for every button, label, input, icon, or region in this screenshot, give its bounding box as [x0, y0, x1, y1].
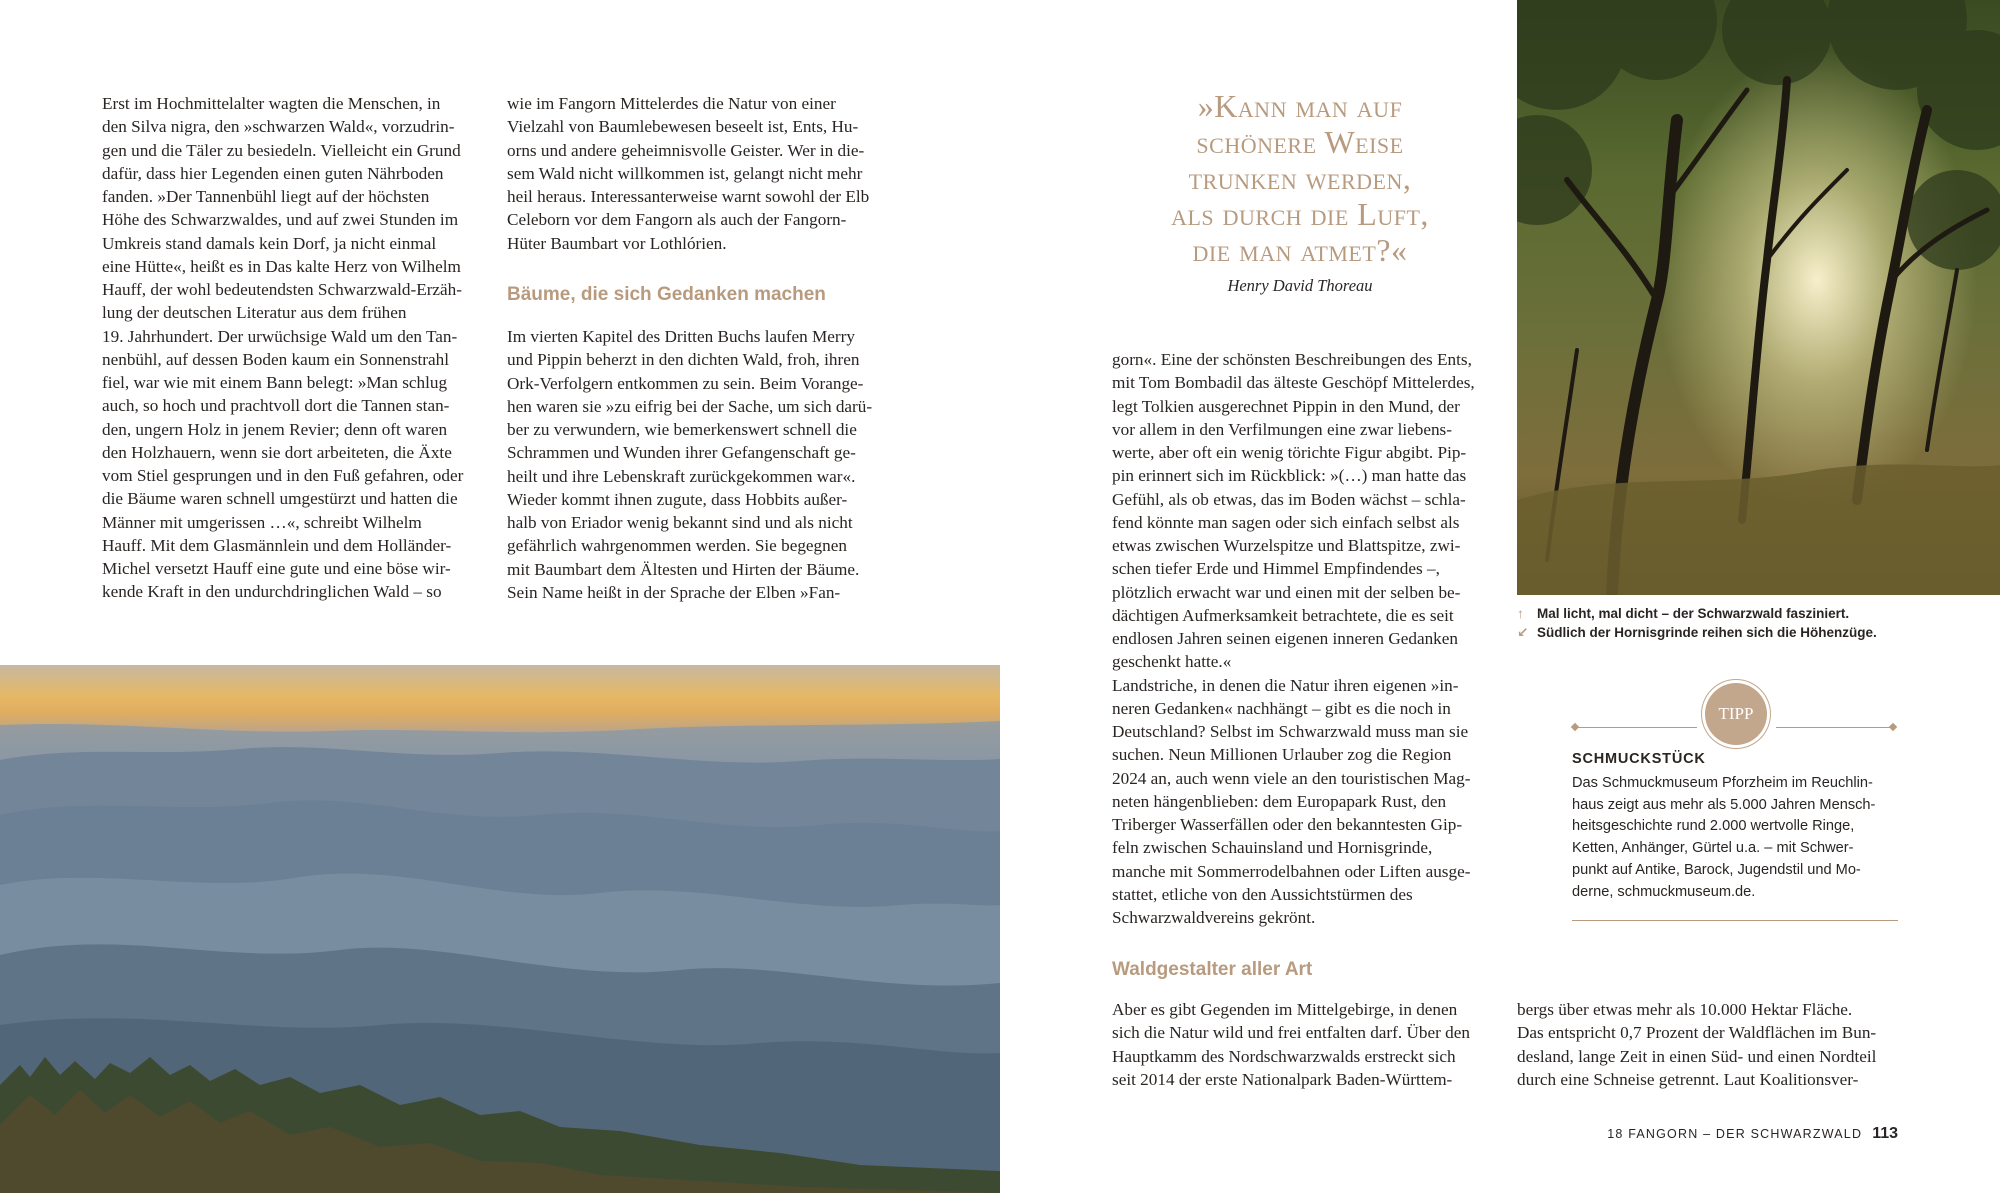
column-3-line: gorn«. Eine der schönsten Beschreibungen des Ents, — [1112, 350, 1472, 369]
tipp-line: heitsgeschichte rund 2.000 wertvolle Ringe, — [1572, 818, 1855, 835]
column-1-line: dafür, dass hier Legenden einen guten Nährboden — [102, 163, 444, 183]
column-4-line: Das entspricht 0,7 Prozent der Waldflächen im Bun- — [1517, 1023, 1877, 1043]
column-3-line: schen tiefer Erde und Himmel Empfindendes –, — [1112, 559, 1440, 579]
column-2-line: Wieder kommt ihnen zugute, dass Hobbits außer- — [507, 489, 848, 509]
forest-photo — [1517, 0, 2000, 595]
column-2-line: gefährlich wahrgenommen werden. Sie begegnen — [507, 536, 847, 556]
quote-author: Henry David Thoreau — [1227, 276, 1373, 295]
chapter-label: 18 FANGORN – DER SCHWARZWALD — [1607, 1127, 1863, 1141]
pull-quote — [1110, 88, 1490, 268]
column-2-line: heil heraus. Interessanterweise warnt sowohl der Elb — [507, 187, 870, 206]
column-2-line: orns und andere geheimnisvolle Geister. Wer in die- — [507, 140, 865, 160]
column-3-line: stattet, etliche von den Aussichtstürmen des — [1112, 884, 1413, 904]
column-1-line: auch, so hoch und prachtvoll dort die Tannen stan- — [102, 396, 450, 416]
column-4-line: bergs über etwas mehr als 10.000 Hektar Fläche. — [1517, 1000, 1853, 1019]
column-2-line: sem Wald nicht willkommen ist, gelangt nicht mehr — [507, 163, 863, 183]
column-1-line: kende Kraft in den undurchdringlichen Wald – so — [102, 582, 442, 602]
column-1-line: Hauff, der wohl bedeutendsten Schwarzwald-Erzäh- — [102, 280, 462, 299]
column-3-line: pin erinnert sich im Rückblick: »(…) man hatte das — [1112, 466, 1467, 486]
column-1-line: Erst im Hochmittelalter wagten die Menschen, in — [102, 94, 441, 113]
photo-caption-2 — [1517, 625, 1997, 641]
column-4-line: durch eine Schneise getrennt. Laut Koalitionsver- — [1517, 1069, 1859, 1089]
tipp-badge: TIPP — [1705, 683, 1767, 745]
column-2-line: Ork-Verfolgern entkommen zu sein. Beim Vorange- — [507, 373, 864, 393]
column-2-line: ber zu verwundern, wie bemerkenswert schnell die — [507, 420, 857, 439]
tipp-rule-right-ornament — [1889, 723, 1897, 731]
column-3-line: neten hängenblieben: dem Europapark Rust, den — [1112, 791, 1447, 811]
column-3-line: 2024 an, auch wenn viele an den touristischen Mag- — [1112, 768, 1471, 788]
column-1-line: nenbühl, auf dessen Boden kaum ein Sonnenstrahl — [102, 349, 450, 369]
landscape-photo — [0, 665, 1000, 1193]
column-3-line: neren Gedanken« nachhängt – gibt es die noch in — [1112, 698, 1451, 718]
column-3-line: fend könnte man sagen oder sich einfach selbst als — [1112, 512, 1460, 532]
column-3-line: vor allem in den Verfilmungen eine zwar liebens- — [1112, 419, 1452, 439]
tipp-line: Ketten, Anhänger, Gürtel u.a. – mit Schwer- — [1572, 840, 1854, 857]
column-2-line: Schrammen und Wunden ihrer Gefangenschaft ge- — [507, 443, 856, 463]
tipp-rule-left — [1575, 727, 1697, 728]
column-3-line: Schwarzwaldvereins gekrönt. — [1112, 908, 1316, 927]
column-2-line: Hüter Baumbart vor Lothlórien. — [507, 233, 727, 253]
tipp-line: haus zeigt aus mehr als 5.000 Jahren Mensch- — [1572, 796, 1876, 813]
quote-line: »Kann man auf — [1197, 88, 1403, 124]
quote-line: die man atmet?« — [1192, 232, 1408, 268]
column-2-line: mit Baumbart dem Ältesten und Hirten der Bäume. — [507, 559, 860, 579]
column-1-line: Michel versetzt Hauff eine gute und eine böse wir- — [102, 559, 451, 578]
column-3-line: geschenkt hatte.« — [1112, 652, 1232, 672]
column-1-line: lung der deutschen Literatur aus dem frühen — [102, 303, 407, 323]
photo-caption-1 — [1517, 606, 1997, 621]
quote-line: schönere Weise — [1196, 124, 1404, 160]
column-3-line: plötzlich erwacht war und einen mit der selben be- — [1112, 582, 1461, 602]
column-3-line: Gefühl, als ob etwas, das im Boden wächst – schla- — [1112, 489, 1466, 509]
page-footer — [1607, 1125, 1898, 1143]
column-3-line: feln zwischen Schauinsland und Hornisgrinde, — [1112, 838, 1433, 858]
quote-line: trunken werden, — [1188, 160, 1412, 196]
column-1-line: den, ungern Holz in jenem Revier; denn oft waren — [102, 419, 448, 439]
page-number: 113 — [1872, 1125, 1898, 1142]
caption-text: Mal licht, mal dicht – der Schwarzwald fasziniert. — [1537, 606, 1850, 621]
column-1-line: eine Hütte«, heißt es in Das kalte Herz von Wilhelm — [102, 256, 461, 276]
column-3-line: werte, aber oft ein wenig törichte Figur abgibt. Pip- — [1112, 443, 1467, 462]
section-heading-baeume: Bäume, die sich Gedanken machen — [507, 284, 826, 305]
column-2-line: heilt und ihre Lebenskraft zurückgekommen war«. — [507, 466, 856, 486]
column-3-line: manche mit Sommerrodelbahnen oder Liften ausge- — [1112, 861, 1471, 881]
column-3-line: Aber es gibt Gegenden im Mittelgebirge, in denen — [1112, 1000, 1458, 1019]
text-column-2-top — [507, 92, 887, 255]
column-1-line: Umkreis stand damals kein Dorf, ja nicht einmal — [102, 233, 437, 253]
text-column-4 — [1517, 998, 1897, 1091]
column-3-line: dächtigen Aufmerksamkeit betrachtete, die es seit — [1112, 605, 1454, 625]
column-1-line: Männer mit umgerissen …«, schreibt Wilhelm — [102, 512, 422, 532]
column-1-line: den Silva nigra, den »schwarzen Wald«, vorzudrin- — [102, 117, 455, 137]
column-1-line: Hauff. Mit dem Glasmännlein und dem Holländer- — [102, 535, 452, 555]
tipp-rule-right — [1776, 727, 1896, 728]
tipp-title: SCHMUCKSTÜCK — [1572, 751, 1706, 767]
column-1-line: den Holzhauern, wenn sie dort arbeiteten, die Äxte — [102, 442, 452, 462]
column-3-line: etwas zwischen Wurzelspitze und Blattspitze, zwi- — [1112, 536, 1461, 555]
column-3-line: suchen. Neun Millionen Urlauber zog die Region — [1112, 745, 1452, 765]
column-1-line: fiel, war wie mit einem Bann belegt: »Man schlug — [102, 373, 448, 392]
column-2-line: wie im Fangorn Mittelerdes die Natur von einer — [507, 94, 836, 113]
text-column-3 — [1112, 348, 1490, 929]
text-column-3-bottom — [1112, 998, 1490, 1091]
column-1-line: Höhe des Schwarzwaldes, und auf zwei Stunden im — [102, 210, 459, 230]
column-3-line: mit Tom Bombadil das älteste Geschöpf Mittelerdes, — [1112, 373, 1475, 393]
column-2-line: Sein Name heißt in der Sprache der Elben »Fan- — [507, 582, 841, 602]
column-1-line: gen und die Täler zu besiedeln. Vielleicht ein Grund — [102, 140, 461, 160]
column-1-line: fanden. »Der Tannenbühl liegt auf der höchsten — [102, 187, 430, 206]
quote-line: als durch die Luft, — [1171, 196, 1429, 232]
caption-text: Südlich der Hornisgrinde reihen sich die Höhenzüge. — [1537, 625, 1877, 640]
column-2-line: Vielzahl von Baumlebewesen beseelt ist, Ents, Hu- — [507, 117, 859, 137]
column-3-line: Landstriche, in denen die Natur ihren eigenen »in- — [1112, 675, 1459, 695]
column-3-line: Deutschland? Selbst im Schwarzwald muss man sie — [1112, 722, 1469, 741]
column-2-line: halb von Eriador wenig bekannt sind und als nicht — [507, 513, 853, 532]
section-heading-waldgestalter: Waldgestalter aller Art — [1112, 959, 1313, 980]
column-1-line: die Bäume waren schnell umgestürzt und hatten die — [102, 489, 458, 509]
column-3-line: sich die Natur wild und frei entfalten darf. Über den — [1112, 1023, 1470, 1043]
text-column-1 — [102, 92, 478, 604]
tipp-body — [1572, 773, 1890, 903]
text-column-2-bottom — [507, 325, 887, 604]
column-3-line: seit 2014 der erste Nationalpark Baden-Württem- — [1112, 1069, 1453, 1089]
tipp-line: derne, schmuckmuseum.de. — [1572, 883, 1756, 900]
tipp-rule-left-ornament — [1571, 723, 1579, 731]
arrow-up-icon: ↑ — [1517, 606, 1524, 621]
arrow-down-left-icon: ↙ — [1517, 625, 1529, 640]
column-2-line: und Pippin beherzt in den dichten Wald, froh, ihren — [507, 350, 860, 370]
column-2-line: Im vierten Kapitel des Dritten Buchs laufen Merry — [507, 327, 855, 346]
column-1-line: vom Stiel gesprungen und in den Fuß gefahren, oder — [102, 466, 464, 485]
column-3-line: Hauptkamm des Nordschwarzwalds erstreckt sich — [1112, 1046, 1456, 1066]
column-4-line: desland, lange Zeit in einen Süd- und einen Nordteil — [1517, 1046, 1877, 1066]
column-3-line: endlosen Jahren seinen eigenen inneren Gedanken — [1112, 629, 1458, 648]
column-3-line: Triberger Wasserfällen oder den bekanntesten Gip- — [1112, 815, 1463, 834]
tipp-line: punkt auf Antike, Barock, Jugendstil und Mo- — [1572, 861, 1861, 878]
column-1-line: 19. Jahrhundert. Der urwüchsige Wald um den Tan- — [102, 326, 458, 346]
column-2-line: Celeborn vor dem Fangorn als auch der Fangorn- — [507, 210, 847, 230]
column-2-line: hen waren sie »zu eifrig bei der Sache, um sich darü- — [507, 396, 873, 416]
column-3-line: legt Tolkien ausgerechnet Pippin in den Mund, der — [1112, 396, 1460, 416]
tipp-rule-bottom — [1572, 920, 1898, 921]
tipp-line: Das Schmuckmuseum Pforzheim im Reuchlin- — [1572, 775, 1873, 791]
